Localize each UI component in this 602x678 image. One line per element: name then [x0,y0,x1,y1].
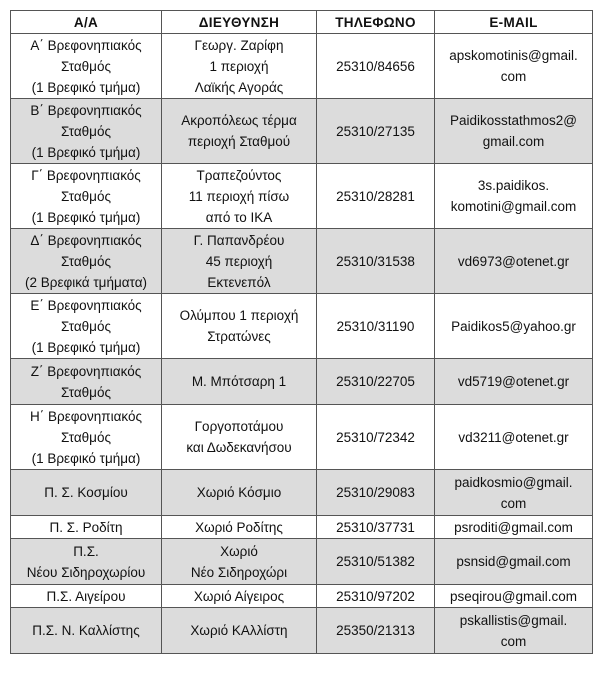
table-row [11,516,593,539]
email-cell: psnsid@gmail.com [435,539,593,585]
email-cell: Paidikos5@yahoo.gr [435,294,593,359]
column-header-aa: Α/Α [11,11,162,34]
column-header-address: ΔΙΕΥΘΥΝΣΗ [162,11,317,34]
column-header-phone: ΤΗΛΕΦΩΝΟ [317,11,435,34]
phone-cell: 25310/97202 [317,585,435,608]
phone-cell: 25310/31538 [317,229,435,294]
email-cell: vd6973@otenet.gr [435,229,593,294]
email-cell: pseqirou@gmail.com [435,585,593,608]
table-row [11,359,593,405]
phone-cell: 25310/84656 [317,34,435,99]
email-cell: vd3211@otenet.gr [435,405,593,470]
address-cell: Χωριό Νέο Σιδηροχώρι [162,539,317,585]
address-cell: Ολύμπου 1 περιοχή Στρατώνες [162,294,317,359]
email-cell: 3s.paidikos. komotini@gmail.com [435,164,593,229]
email-cell: vd5719@otenet.gr [435,359,593,405]
nursery-name-cell: Ε΄ Βρεφονηπιακός Σταθμός (1 Βρεφικό τμήμα) [11,294,162,359]
address-cell: Χωριό Κόσμιο [162,470,317,516]
nursery-name-cell: Π. Σ. Κοσμίου [11,470,162,516]
table-row [11,99,593,164]
column-header-email: E-MAIL [435,11,593,34]
nurseries-contact-table [10,10,593,654]
phone-cell: 25310/72342 [317,405,435,470]
phone-cell: 25310/28281 [317,164,435,229]
table-row [11,294,593,359]
nursery-name-cell: Π. Σ. Ροδίτη [11,516,162,539]
email-cell: paidkosmio@gmail. com [435,470,593,516]
email-cell: apskomotinis@gmail. com [435,34,593,99]
phone-cell: 25350/21313 [317,608,435,654]
nursery-name-cell: Ζ΄ Βρεφονηπιακός Σταθμός [11,359,162,405]
address-cell: Γοργοποτάμου και Δωδεκανήσου [162,405,317,470]
nursery-name-cell: Π.Σ. Ν. Καλλίστης [11,608,162,654]
address-cell: Χωριό Αίγειρος [162,585,317,608]
table-body [11,34,593,654]
nursery-name-cell: Π.Σ. Νέου Σιδηροχωρίου [11,539,162,585]
table-row [11,470,593,516]
table-row [11,608,593,654]
phone-cell: 25310/31190 [317,294,435,359]
address-cell: Μ. Μπότσαρη 1 [162,359,317,405]
phone-cell: 25310/22705 [317,359,435,405]
address-cell: Γεωργ. Ζαρίφη 1 περιοχή Λαϊκής Αγοράς [162,34,317,99]
nursery-name-cell: Η΄ Βρεφονηπιακός Σταθμός (1 Βρεφικό τμήμα) [11,405,162,470]
phone-cell: 25310/51382 [317,539,435,585]
nursery-name-cell: Β΄ Βρεφονηπιακός Σταθμός (1 Βρεφικό τμήμα) [11,99,162,164]
address-cell: Ακροπόλεως τέρμα περιοχή Σταθμού [162,99,317,164]
phone-cell: 25310/29083 [317,470,435,516]
address-cell: Χωριό Ροδίτης [162,516,317,539]
phone-cell: 25310/27135 [317,99,435,164]
header-row [11,11,593,34]
phone-cell: 25310/37731 [317,516,435,539]
nursery-name-cell: Π.Σ. Αιγείρου [11,585,162,608]
nursery-name-cell: Γ΄ Βρεφονηπιακός Σταθμός (1 Βρεφικό τμήμα) [11,164,162,229]
address-cell: Τραπεζούντος 11 περιοχή πίσω από το ΙΚΑ [162,164,317,229]
email-cell: pskallistis@gmail. com [435,608,593,654]
nursery-name-cell: Δ΄ Βρεφονηπιακός Σταθμός (2 Βρεφικά τμήματα) [11,229,162,294]
address-cell: Γ. Παπανδρέου 45 περιοχή Εκτενεπόλ [162,229,317,294]
nursery-name-cell: Α΄ Βρεφονηπιακός Σταθμός (1 Βρεφικό τμήμα) [11,34,162,99]
table-row [11,539,593,585]
table-row [11,585,593,608]
email-cell: psroditi@gmail.com [435,516,593,539]
email-cell: Paidikosstathmos2@ gmail.com [435,99,593,164]
table-row [11,229,593,294]
table-row [11,34,593,99]
address-cell: Χωριό ΚΑλλίστη [162,608,317,654]
table-row [11,164,593,229]
table-row [11,405,593,470]
